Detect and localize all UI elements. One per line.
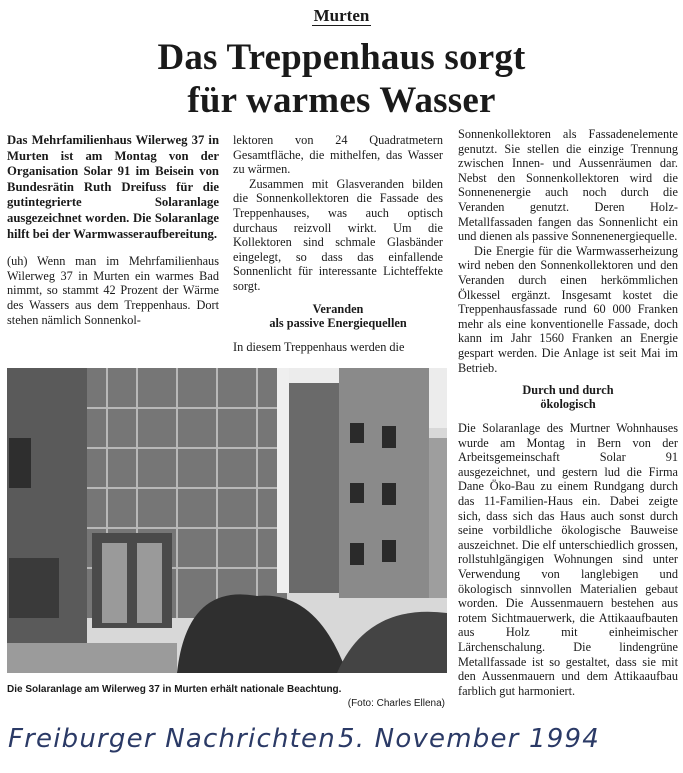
photo-caption: Die Solaranlage am Wilerweg 37 in Murten erhält nationale Beachtung. bbox=[7, 684, 342, 695]
lead-paragraph: Das Mehrfamilienhaus Wilerweg 37 in Murten ist am Montag von der Organisation Solar 91 im Beisein von Bundesrätin Ruth Dreifuss für die gutintegrierte Solaranlage ausgezeichnet worden. Die Solaranlage hilft bei der Warmwasseraufbereitung. bbox=[7, 133, 219, 241]
headline-line-2: für warmes Wasser bbox=[187, 80, 496, 121]
body-paragraph: Die Solaranlage des Murtner Wohnhauses wurde am Montag in Bern von der Arbeitsgemeinschaft Solar 91 ausgezeichnet, und gestern lud die Firma Dane Öko-Bau zu einem Rundgang durch das 11-Familien-Haus ein. Dabei zeigte sich, dass sich das Haus auch sonst durch seine vorbildliche ökologische Bauweise auszeichnet. Die elf unterschiedlich grossen, rollstuhlgängigen Wohnungen sind unter Verwendung von langlebigen und ökologisch sinnvollen Materialien gebaut worden. Die Aussenmauern bestehen aus rotem Sichtmauerwerk, die Attikaaufbauten aus Holz mit einheimischer Lärchenschalung. Die lindengrüne Metallfassade ist so gestaltet, dass sie mit den Aussenmauern und dem Attikaaufbau farblich gut harmoniert. bbox=[458, 421, 678, 698]
building-photo bbox=[7, 368, 447, 673]
headline bbox=[0, 36, 683, 122]
subheading bbox=[233, 302, 443, 330]
kicker-text: Murten bbox=[313, 6, 370, 25]
subheading-line-1: Veranden bbox=[312, 301, 364, 316]
subheading-line-2: als passive Energiequellen bbox=[269, 315, 407, 330]
column-1 bbox=[7, 133, 219, 327]
section-kicker bbox=[0, 6, 683, 26]
building-illustration bbox=[7, 368, 447, 673]
handwritten-newspaper-name: Freiburger Nachrichten bbox=[8, 724, 336, 754]
handwritten-date: 5. November 1994 bbox=[338, 724, 600, 754]
body-paragraph: lektoren von 24 Quadratmetern Gesamtfläche, die mithelfen, das Wasser zu wärmen. bbox=[233, 133, 443, 177]
subheading bbox=[458, 383, 678, 411]
body-paragraph: Zusammen mit Glasveranden bilden die Sonnenkollektoren die Fassade des Treppenhauses, was auch optisch durchaus reizvoll wirkt. Um die Kollektoren sind schmale Glasbänder eingelegt, so dass das einfallende Sonnenlicht für interessante Lichteffekte sorgt. bbox=[233, 176, 443, 293]
subheading-line-2: ökologisch bbox=[540, 397, 596, 412]
subheading-line-1: Durch und durch bbox=[522, 383, 614, 398]
body-paragraph: Sonnenkollektoren als Fassadenelemente genutzt. Sie stellen die einzige Trennung zwischen Innen- und Aussenräumen dar. Nebst den Sonnenkollektoren wird die Sonnenenergie auch noch durch die Veranden genutzt. Deren Holz-Metallfassaden fangen das Sonnenlicht ein und dienen als passive Sonnenenergiequelle. bbox=[458, 127, 678, 244]
body-paragraph: In diesem Treppenhaus werden die bbox=[233, 339, 405, 354]
photo-credit: (Foto: Charles Ellena) bbox=[347, 698, 445, 709]
handwritten-note bbox=[8, 724, 678, 764]
column-3 bbox=[458, 127, 678, 698]
headline-line-1: Das Treppenhaus sorgt bbox=[157, 37, 526, 78]
body-paragraph: Die Energie für die Warmwasserheizung wird neben den Sonnenkollektoren und den Veranden durch einen herkömmlichen Ölkessel ergänzt. Insgesamt kostet die Treppenhausfassade rund 60 000 Franken mehr als eine konventionelle Fassade, doch kann im Jahr 1560 Franken an Energie gespart werden. Die Anlage ist seit Mai im Betrieb. bbox=[458, 243, 678, 375]
column-2 bbox=[233, 133, 443, 354]
body-paragraph: (uh) Wenn man im Mehrfamilienhaus Wilerweg 37 in Murten ein warmes Bad nimmt, so stammt 42 Prozent der Wärme des Wassers aus dem Treppenhaus. Dort stehen nämlich Sonnenkol- bbox=[7, 254, 219, 327]
